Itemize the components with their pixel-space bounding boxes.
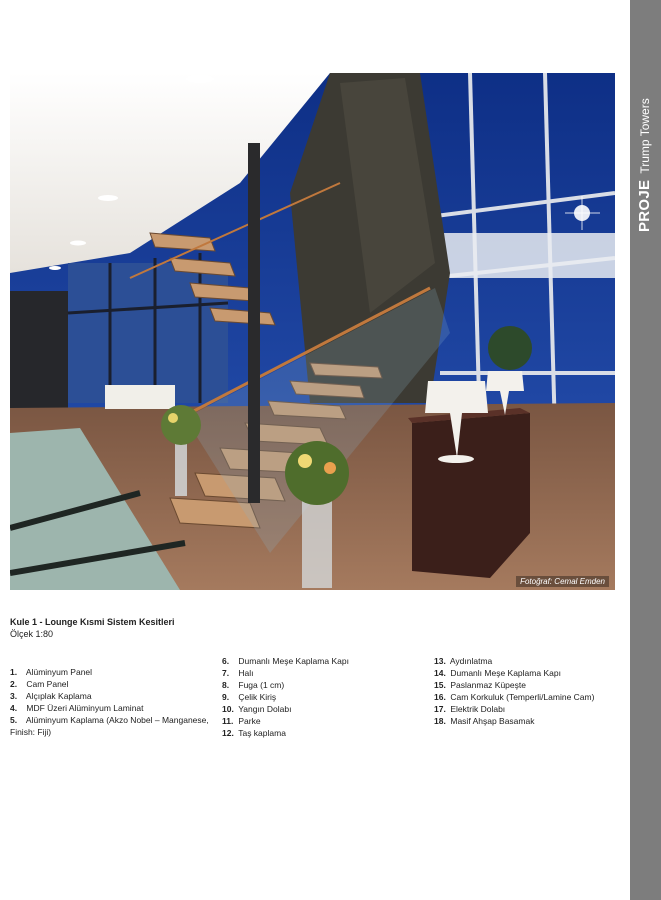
legend-number: 8. [222, 680, 230, 690]
legend-label: Alüminyum Kaplama (Akzo Nobel – Manganese, Finish: Fiji) [10, 715, 209, 737]
legend-number: 17. [434, 704, 446, 714]
legend-item [10, 678, 210, 690]
legend-label: Taş kaplama [238, 728, 286, 738]
legend-label: Çelik Kiriş [238, 692, 277, 702]
legend-number: 1. [10, 667, 18, 677]
legend-item [434, 667, 624, 679]
legend-column-2 [222, 655, 422, 739]
legend-label: Masif Ahşap Basamak [450, 716, 535, 726]
lounge-illustration [10, 73, 615, 590]
caption-title: Kule 1 - Lounge Kısmi Sistem Kesitleri [10, 617, 175, 627]
photo-credit: Fotoğraf: Cemal Emden [516, 576, 609, 587]
legend-item [222, 715, 422, 727]
legend-label: MDF Üzeri Alüminyum Laminat [26, 703, 144, 713]
legend-number: 9. [222, 692, 230, 702]
legend-number: 3. [10, 691, 18, 701]
section-label [633, 72, 657, 232]
legend-item [222, 667, 422, 679]
legend-label: Cam Korkuluk (Temperli/Lamine Cam) [450, 692, 595, 702]
legend-column-1 [10, 666, 210, 738]
legend-number: 14. [434, 668, 446, 678]
legend-number: 12. [222, 728, 234, 738]
legend-column-3 [434, 655, 624, 727]
legend-item [434, 691, 624, 703]
legend-label: Cam Panel [26, 679, 69, 689]
legend-item [222, 655, 422, 667]
legend-item [10, 714, 210, 738]
legend-item [434, 655, 624, 667]
legend-label: Fuga (1 cm) [238, 680, 285, 690]
legend-item [222, 679, 422, 691]
legend-item [222, 703, 422, 715]
legend-label: Dumanlı Meşe Kaplama Kapı [450, 668, 561, 678]
legend-number: 10. [222, 704, 234, 714]
section-title: PROJE [636, 179, 653, 232]
legend-number: 5. [10, 715, 18, 725]
legend-label: Alüminyum Panel [25, 667, 93, 677]
legend-item [434, 679, 624, 691]
legend-number: 16. [434, 692, 446, 702]
caption-scale: Ölçek 1:80 [10, 629, 54, 639]
legend-label: Elektrik Dolabı [450, 704, 506, 714]
legend-label: Halı [238, 668, 254, 678]
legend-label: Aydınlatma [449, 656, 493, 666]
legend-item [434, 715, 624, 727]
legend-number: 2. [10, 679, 18, 689]
lounge-photo [10, 73, 615, 590]
legend-number: 6. [222, 656, 230, 666]
legend-number: 11. [222, 716, 234, 726]
legend-item [434, 703, 624, 715]
project-name: Trump Towers [638, 98, 652, 174]
legend-item [222, 691, 422, 703]
legend-number: 13. [434, 656, 446, 666]
legend-label: Parke [238, 716, 261, 726]
legend-label: Alçıplak Kaplama [25, 691, 92, 701]
legend-label: Paslanmaz Küpeşte [450, 680, 526, 690]
legend-number: 7. [222, 668, 230, 678]
legend-number: 18. [434, 716, 446, 726]
legend-number: 4. [10, 703, 18, 713]
legend-item [10, 702, 210, 714]
legend-label: Dumanlı Meşe Kaplama Kapı [238, 656, 349, 666]
legend-item [222, 727, 422, 739]
legend-item [10, 690, 210, 702]
legend-label: Yangın Dolabı [238, 704, 292, 714]
legend-number: 15. [434, 680, 446, 690]
legend-item [10, 666, 210, 678]
